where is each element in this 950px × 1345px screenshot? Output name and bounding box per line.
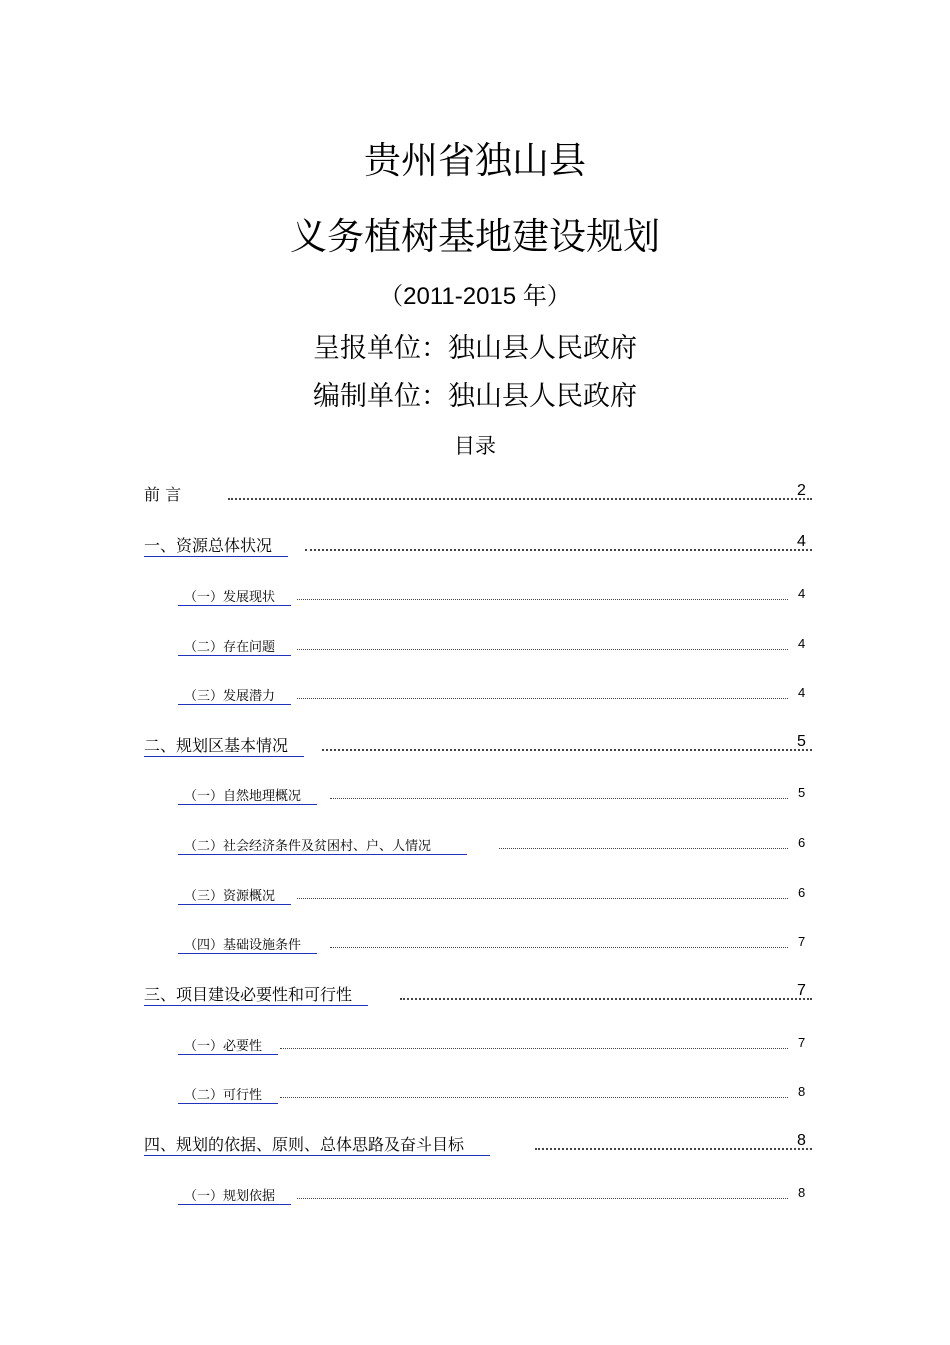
toc-leader-dots [297, 599, 788, 600]
toc-leader-dots [297, 1198, 788, 1199]
toc-entry-section-2[interactable] [0, 729, 950, 759]
toc-leader-dots [535, 1148, 812, 1150]
toc-page-number: 8 [798, 1185, 806, 1200]
toc-entry-label[interactable]: 一、资源总体状况 [144, 533, 288, 557]
toc-entry-label[interactable]: （四）基础设施条件 [178, 934, 317, 954]
toc-entry-section-1[interactable] [0, 529, 950, 559]
toc-entry-label[interactable]: （二）可行性 [178, 1084, 278, 1104]
toc-entry-label[interactable]: 三、项目建设必要性和可行性 [144, 982, 368, 1006]
toc-leader-dots [297, 649, 788, 650]
toc-page-number: 4 [798, 636, 806, 651]
document-title: 贵州省独山县 [364, 139, 586, 182]
toc-entry-label[interactable]: （三）资源概况 [178, 885, 291, 905]
toc-page-number: 7 [798, 934, 806, 949]
toc-leader-dots [228, 498, 812, 500]
toc-entry-section-3[interactable] [0, 978, 950, 1008]
document-years: （2011-2015 年） [379, 283, 571, 310]
toc-page-number: 5 [797, 733, 806, 750]
toc-entry-label[interactable]: 二、规划区基本情况 [144, 733, 304, 757]
toc-page-number: 8 [797, 1132, 806, 1149]
toc-entry-section-3-1[interactable] [0, 1029, 950, 1059]
toc-page-number: 7 [798, 1035, 806, 1050]
submitting-unit: 呈报单位：独山县人民政府 [313, 333, 637, 364]
toc-entry-label[interactable]: （一）发展现状 [178, 586, 291, 606]
toc-entry-label[interactable]: （一）必要性 [178, 1035, 278, 1055]
toc-entry-label[interactable]: （三）发展潜力 [178, 685, 291, 705]
toc-entry-label[interactable]: （二）社会经济条件及贫困村、户、人情况 [178, 835, 467, 855]
toc-heading: 目录 [454, 434, 496, 458]
compiling-unit: 编制单位：独山县人民政府 [313, 381, 637, 412]
toc-leader-dots [280, 1097, 788, 1098]
toc-entry-section-4-1[interactable] [0, 1179, 950, 1209]
toc-entry-label[interactable]: （一）自然地理概况 [178, 785, 317, 805]
toc-entry-label[interactable]: （一）规划依据 [178, 1185, 291, 1205]
toc-entry-section-2-1[interactable] [0, 779, 950, 809]
toc-page-number: 4 [798, 586, 806, 601]
toc-entry-preface[interactable] [0, 478, 950, 508]
toc-leader-dots [305, 549, 812, 551]
toc-entry-section-1-2[interactable] [0, 630, 950, 660]
toc-entry-section-3-2[interactable] [0, 1078, 950, 1108]
toc-entry-section-2-2[interactable] [0, 829, 950, 859]
toc-page-number: 6 [798, 885, 806, 900]
toc-leader-dots [322, 749, 812, 751]
document-subtitle: 义务植树基地建设规划 [290, 215, 660, 258]
toc-leader-dots [330, 947, 788, 948]
toc-entry-section-2-3[interactable] [0, 879, 950, 909]
toc-entry-label[interactable]: （二）存在问题 [178, 636, 291, 656]
toc-entry-section-4[interactable] [0, 1128, 950, 1158]
toc-leader-dots [499, 848, 788, 849]
toc-page-number: 4 [798, 685, 806, 700]
toc-entry-section-1-1[interactable] [0, 580, 950, 610]
toc-page-number: 2 [797, 482, 806, 499]
toc-leader-dots [400, 998, 812, 1000]
toc-leader-dots [297, 898, 788, 899]
toc-entry-section-1-3[interactable] [0, 679, 950, 709]
toc-page-number: 7 [797, 982, 806, 999]
toc-leader-dots [297, 698, 788, 699]
toc-page-number: 6 [798, 835, 806, 850]
toc-page-number: 8 [798, 1084, 806, 1099]
toc-entry-label: 前 言 [144, 485, 182, 504]
toc-entry-section-2-4[interactable] [0, 928, 950, 958]
toc-leader-dots [280, 1048, 788, 1049]
toc-entry-label[interactable]: 四、规划的依据、原则、总体思路及奋斗目标 [144, 1132, 490, 1156]
toc-leader-dots [330, 798, 788, 799]
toc-page-number: 4 [797, 533, 806, 550]
toc-page-number: 5 [798, 785, 806, 800]
